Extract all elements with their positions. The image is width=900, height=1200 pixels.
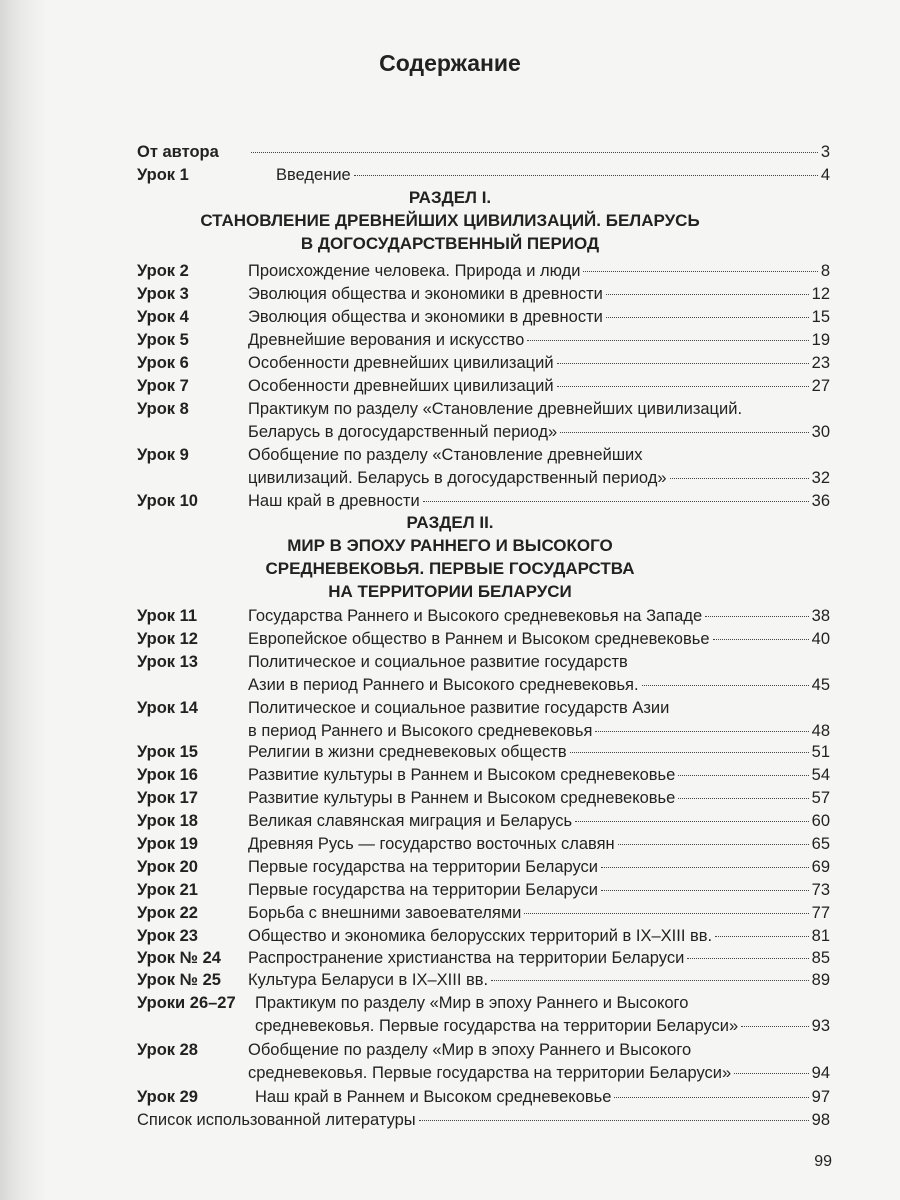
toc-lesson-number: Урок 17	[137, 789, 198, 807]
toc-lesson-title: Политическое и социальное развитие государств	[248, 653, 628, 671]
section-2-heading	[0, 511, 900, 603]
section-heading-line: РАЗДЕЛ II.	[406, 513, 494, 532]
toc-page-number: 77	[811, 904, 830, 922]
toc-lesson-title: Практикум по разделу «Мир в эпоху Раннего и Высокого	[255, 994, 689, 1012]
toc-lesson-title: Религии в жизни средневековых обществ	[248, 743, 567, 761]
toc-lesson-number: Урок 1	[137, 166, 189, 184]
toc-lesson-number: Урок 16	[137, 766, 198, 784]
dot-leader	[678, 797, 808, 799]
toc-lesson-title: Обобщение по разделу «Мир в эпоху Раннего и Высокого	[248, 1041, 692, 1059]
dot-leader	[678, 774, 808, 776]
toc-lesson-title: Первые государства на территории Беларуси	[248, 858, 599, 876]
toc-lesson-number: Урок 7	[137, 377, 189, 395]
toc-lesson-number: Урок 10	[137, 492, 198, 510]
toc-lesson-number: Урок 15	[137, 743, 198, 761]
toc-lesson-title: Наш край в древности	[248, 492, 420, 510]
toc-lesson-number: Урок № 24	[137, 949, 221, 967]
section-heading-line: В ДОГОСУДАРСТВЕННЫЙ ПЕРИОД	[300, 234, 600, 253]
toc-lesson-title: Древнейшие верования и искусство	[248, 331, 525, 349]
toc-page-number: 48	[811, 722, 830, 740]
toc-lesson-number: Уроки 26–27	[137, 994, 236, 1012]
toc-page-number: 23	[811, 354, 830, 372]
toc-page-number: 51	[811, 743, 830, 761]
dot-leader	[715, 935, 809, 937]
toc-lesson-number: Урок 2	[137, 262, 189, 280]
toc-lesson-number: Урок 4	[137, 308, 189, 326]
dot-leader	[491, 979, 809, 981]
toc-lesson-number: Урок 13	[137, 653, 198, 671]
section-heading-line: РАЗДЕЛ I.	[408, 188, 492, 207]
toc-lesson-title: Эволюция общества и экономики в древности	[248, 308, 603, 326]
toc-lesson-title: Великая славянская миграция и Беларусь	[248, 812, 573, 830]
toc-page-number: 8	[820, 262, 830, 280]
toc-page-number: 54	[811, 766, 830, 784]
toc-lesson-number: Урок 8	[137, 400, 189, 418]
dot-leader	[354, 174, 818, 176]
dot-leader	[734, 1072, 808, 1074]
dot-leader	[560, 431, 808, 433]
dot-leader	[575, 820, 809, 822]
toc-page-number: 97	[811, 1088, 830, 1106]
toc-lesson-title: Культура Беларуси в IX–XIII вв.	[248, 971, 489, 989]
toc-lesson-number: Урок 18	[137, 812, 198, 830]
toc-page-number: 36	[811, 492, 830, 510]
toc-lesson-number: Урок 11	[137, 607, 198, 625]
dot-leader	[741, 1025, 808, 1027]
toc-lesson-number: Урок 23	[137, 927, 198, 945]
toc-page-number: 45	[811, 676, 830, 694]
dot-leader	[251, 151, 818, 153]
dot-leader	[687, 957, 808, 959]
dot-leader	[601, 889, 809, 891]
toc-page-number: 40	[811, 630, 830, 648]
toc-lesson-title: Особенности древнейших цивилизаций	[248, 377, 554, 395]
toc-lesson-title: Особенности древнейших цивилизаций	[248, 354, 554, 372]
page-title: Содержание	[379, 50, 521, 76]
dot-leader	[527, 339, 808, 341]
toc-page-number: 19	[811, 331, 830, 349]
toc-lesson-number: Урок 12	[137, 630, 198, 648]
toc-page-number: 94	[811, 1064, 830, 1082]
toc-lesson-title-cont: в период Раннего и Высокого средневековья	[248, 722, 593, 740]
toc-page-number: 57	[811, 789, 830, 807]
dot-leader	[524, 912, 808, 914]
toc-lesson-title: Борьба с внешними завоевателями	[248, 904, 522, 922]
toc-lesson-title: Распространение христианства на территории Беларуси	[248, 949, 685, 967]
toc-lesson-title: Эволюция общества и экономики в древности	[248, 285, 603, 303]
toc-lesson-number: Урок 9	[137, 446, 189, 464]
toc-lesson-title-cont: Беларусь в догосударственный период»	[248, 423, 558, 441]
toc-page-number: 32	[811, 469, 830, 487]
section-heading-line: МИР В ЭПОХУ РАННЕГО И ВЫСОКОГО	[287, 536, 613, 555]
dot-leader	[705, 615, 809, 617]
toc-lesson-title: Государства Раннего и Высокого средневековья на Западе	[248, 607, 703, 625]
toc-lesson-title: Древняя Русь — государство восточных славян	[248, 835, 615, 853]
toc-page-number: 15	[811, 308, 830, 326]
toc-lesson-number: Урок 21	[137, 881, 198, 899]
toc-lesson-number: Урок 28	[137, 1041, 198, 1059]
toc-lesson-title: Наш край в Раннем и Высоком средневековье	[255, 1088, 612, 1106]
toc-lesson-title: Политическое и социальное развитие государств Азии	[248, 699, 670, 717]
toc-page-number: 12	[811, 285, 830, 303]
toc-lesson-title: Общество и экономика белорусских территорий в IX–XIII вв.	[248, 927, 713, 945]
toc-page-number: 89	[811, 971, 830, 989]
toc-lesson-title-cont: средневековья. Первые государства на территории Беларуси»	[248, 1064, 732, 1082]
toc-page-number: 85	[811, 949, 830, 967]
toc-lesson-title: Практикум по разделу «Становление древнейших цивилизаций.	[248, 400, 743, 418]
dot-leader	[557, 385, 809, 387]
toc-lesson-title-cont: Азии в период Раннего и Высокого средневековья.	[248, 676, 639, 694]
toc-lesson-number: Урок 29	[137, 1088, 198, 1106]
toc-lesson-number: Урок № 25	[137, 971, 221, 989]
dot-leader	[614, 1096, 808, 1098]
toc-lesson-number: Урок 6	[137, 354, 189, 372]
toc-page-number: 98	[811, 1111, 830, 1129]
toc-page-number: 69	[811, 858, 830, 876]
toc-lesson-title-cont: цивилизаций. Беларусь в догосударственный период»	[248, 469, 667, 487]
dot-leader	[606, 316, 809, 318]
dot-leader	[713, 638, 809, 640]
toc-lesson-title: Первые государства на территории Беларуси	[248, 881, 599, 899]
dot-leader	[419, 1119, 809, 1121]
toc-lesson-number: Урок 22	[137, 904, 198, 922]
dot-leader	[601, 866, 809, 868]
toc-page-number: 93	[811, 1017, 830, 1035]
section-heading-line: НА ТЕРРИТОРИИ БЕЛАРУСИ	[328, 582, 572, 601]
toc-lesson-title-cont: средневековья. Первые государства на территории Беларуси»	[255, 1017, 739, 1035]
dot-leader	[618, 843, 809, 845]
toc-page-number: 38	[811, 607, 830, 625]
toc-references-label: Список использованной литературы	[137, 1111, 416, 1129]
toc-lesson-title: Европейское общество в Раннем и Высоком средневековье	[248, 630, 710, 648]
dot-leader	[606, 293, 809, 295]
toc-lesson-number: Урок 19	[137, 835, 198, 853]
section-heading-line: СРЕДНЕВЕКОВЬЯ. ПЕРВЫЕ ГОСУДАРСТВА	[265, 559, 635, 578]
toc-lesson-title: Введение	[276, 166, 351, 184]
dot-leader	[423, 500, 809, 502]
toc-page-number: 81	[811, 927, 830, 945]
toc-lesson-title: Обобщение по разделу «Становление древнейших	[248, 446, 643, 464]
toc-lesson-number: Урок 20	[137, 858, 198, 876]
toc-lesson-number: Урок 14	[137, 699, 198, 717]
toc-page-number: 3	[820, 143, 830, 161]
toc-page-number: 73	[811, 881, 830, 899]
toc-page-number: 65	[811, 835, 830, 853]
toc-page-number: 60	[811, 812, 830, 830]
page-number: 99	[814, 1153, 832, 1170]
toc-lesson-number: Урок 3	[137, 285, 189, 303]
dot-leader	[583, 270, 817, 272]
section-1-heading	[0, 186, 900, 255]
toc-lesson-title: Развитие культуры в Раннем и Высоком средневековье	[248, 789, 676, 807]
section-heading-line: СТАНОВЛЕНИЕ ДРЕВНЕЙШИХ ЦИВИЛИЗАЦИЙ. БЕЛАРУСЬ	[200, 211, 700, 230]
toc-page-number: 4	[820, 166, 830, 184]
dot-leader	[557, 362, 809, 364]
dot-leader	[670, 477, 809, 479]
toc-lesson-title: Происхождение человека. Природа и люди	[248, 262, 581, 280]
toc-lesson-number: Урок 5	[137, 331, 189, 349]
dot-leader	[570, 751, 809, 753]
dot-leader	[595, 730, 808, 732]
toc-page-number: 27	[811, 377, 830, 395]
dot-leader	[642, 684, 809, 686]
toc-lesson-title: Развитие культуры в Раннем и Высоком средневековье	[248, 766, 676, 784]
toc-from-author-label: От автора	[137, 143, 219, 161]
toc-page-number: 30	[811, 423, 830, 441]
